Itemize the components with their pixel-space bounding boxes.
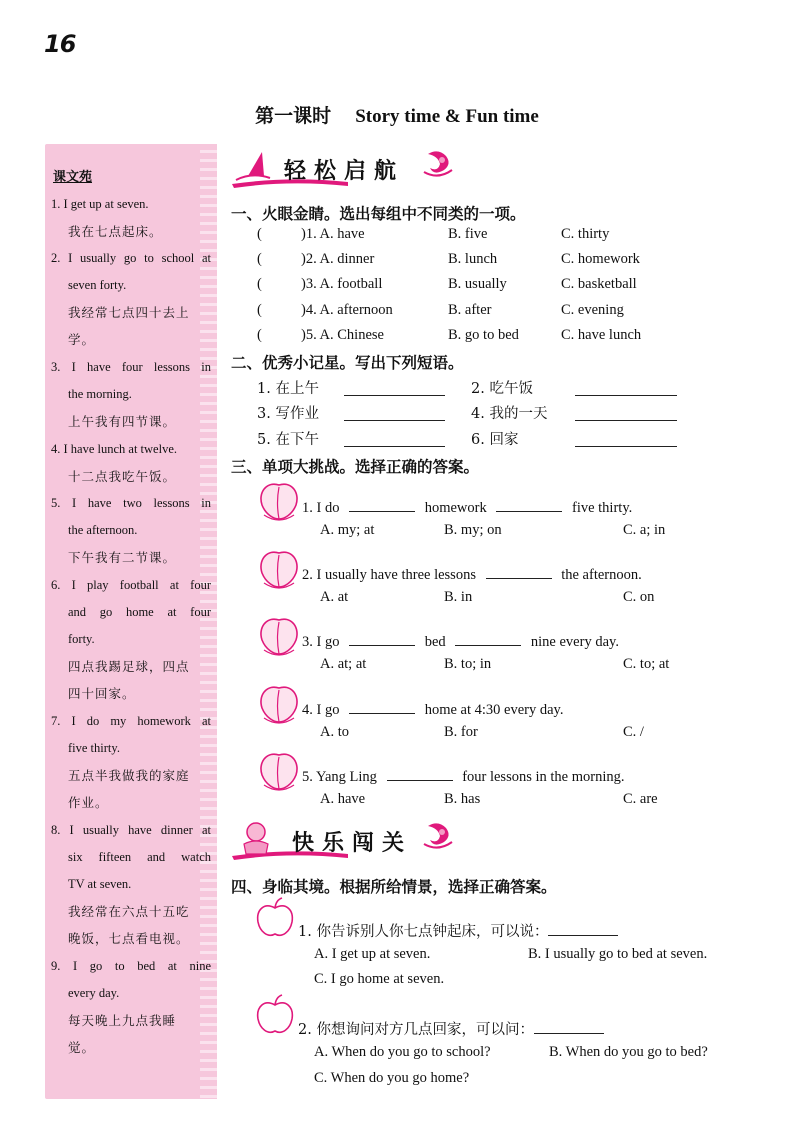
s1-paren: (	[257, 327, 262, 343]
banner-title: 轻松启航	[284, 159, 405, 184]
s1-paren: (	[257, 276, 262, 292]
s3-answer-blank[interactable]	[349, 497, 415, 512]
s3-option-c: C. to; at	[623, 656, 670, 672]
s1-paren: (	[257, 226, 262, 242]
sidebar-line: 9. I go to bed at nine	[51, 959, 211, 973]
section1-title: 一、火眼金睛。选出每组中不同类的一项。	[231, 204, 526, 223]
s4-option: B. When do you go to bed?	[549, 1044, 708, 1060]
sidebar-cn: 作业。	[68, 795, 109, 810]
s3-option-a: A. at	[320, 589, 349, 605]
s3-q2	[302, 564, 642, 584]
s3-answer-blank[interactable]	[349, 631, 415, 646]
sidebar-line: the morning.	[68, 387, 132, 401]
s3-answer-blank[interactable]	[455, 631, 521, 646]
section4-title: 四、身临其境。根据所给情景，选择正确答案。	[231, 877, 557, 896]
s4-option: A. I get up at seven.	[314, 946, 431, 962]
s4-option: B. I usually go to bed at seven.	[528, 946, 708, 962]
s3-answer-blank[interactable]	[496, 497, 562, 512]
s3-q5	[302, 766, 625, 786]
sidebar-line: 1. I get up at seven.	[51, 197, 149, 211]
s1-option-a: )4. A. afternoon	[301, 302, 393, 318]
s4-q2	[298, 1018, 604, 1039]
s1-option-a: )2. A. dinner	[301, 251, 375, 267]
sidebar-cn: 五点半我做我的家庭	[68, 768, 190, 783]
s3-q4	[302, 699, 564, 719]
s3-option-c: C. a; in	[623, 522, 666, 538]
sidebar-cn: 晚饭，七点看电视。	[68, 931, 190, 946]
s1-option-b: B. lunch	[448, 251, 498, 267]
s3-option-a: A. to	[320, 724, 349, 740]
sidebar-cn: 我经常在六点十五吃	[68, 904, 190, 919]
s1-option-b: B. five	[448, 226, 488, 242]
sidebar-line: 7. I do my homework at	[51, 714, 211, 728]
sidebar-line: and go home at four	[68, 605, 211, 619]
section2-title: 二、优秀小记星。写出下列短语。	[231, 353, 464, 372]
sidebar-line: forty.	[68, 632, 95, 646]
s2-answer-blank[interactable]	[575, 406, 677, 421]
s3-option-a: A. my; at	[320, 522, 375, 538]
s4-q1-text: 1. 你告诉别人你七点钟起床，可以说：	[298, 924, 549, 940]
banner-easy-start	[228, 146, 478, 190]
s2-item: 6. 回家	[471, 432, 519, 448]
s2-item: 5. 在下午	[257, 432, 319, 448]
sidebar-heading: 课文苑	[53, 170, 93, 185]
s1-option-c: C. homework	[561, 251, 640, 267]
peach-icon	[256, 547, 302, 591]
s2-answer-blank[interactable]	[575, 432, 677, 447]
sidebar-line: 3. I have four lessons in	[51, 360, 211, 374]
s1-option-c: C. have lunch	[561, 327, 642, 343]
peach-icon	[256, 479, 302, 523]
sidebar-line: TV at seven.	[68, 877, 132, 891]
sidebar-line: 6. I play football at four	[51, 578, 211, 592]
peach-icon	[256, 682, 302, 726]
s1-option-a: )1. A. have	[301, 226, 365, 242]
sidebar-line: 2. I usually go to school at	[51, 251, 211, 265]
sidebar-cn: 十二点我吃午饭。	[68, 469, 177, 484]
sidebar-line: 5. I have two lessons in	[51, 496, 211, 510]
s4-option: C. I go home at seven.	[314, 971, 445, 987]
s3-option-b: B. has	[444, 791, 481, 807]
s1-option-b: B. usually	[448, 276, 507, 292]
s1-option-a: )3. A. football	[301, 276, 383, 292]
apple-icon	[252, 896, 298, 940]
section3-title: 三、单项大挑战。选择正确的答案。	[231, 457, 480, 476]
s3-q2-part: the afternoon.	[561, 567, 642, 583]
s4-q1	[298, 920, 618, 941]
sidebar-line: every day.	[68, 986, 120, 1000]
s1-paren: (	[257, 302, 262, 318]
s4-answer-blank[interactable]	[534, 1019, 604, 1034]
lesson-title	[0, 101, 794, 128]
sidebar-cn: 下午我有二节课。	[68, 550, 177, 565]
s3-option-a: A. at; at	[320, 656, 367, 672]
s2-item: 2. 吃午饭	[471, 381, 533, 397]
s3-option-b: B. in	[444, 589, 473, 605]
s1-option-c: C. evening	[561, 302, 624, 318]
s3-q3-part: bed	[424, 634, 446, 650]
s3-q4-part: home at 4:30 every day.	[424, 702, 564, 718]
s2-item: 4. 我的一天	[471, 406, 548, 422]
apple-icon	[252, 993, 298, 1037]
sidebar-cn: 四十回家。	[68, 686, 136, 701]
s3-q4-part: 4. I go	[302, 702, 340, 718]
sidebar-cn: 我经常七点四十去上	[68, 305, 190, 320]
s1-option-c: C. basketball	[561, 276, 637, 292]
s3-option-c: C. are	[623, 791, 658, 807]
s2-answer-blank[interactable]	[344, 406, 445, 421]
sidebar-cn: 我在七点起床。	[68, 224, 163, 239]
s3-q1	[302, 497, 632, 517]
s4-q2-text: 2. 你想询问对方几点回家，可以问：	[298, 1022, 534, 1038]
s3-option-c: C. /	[623, 724, 644, 740]
s2-answer-blank[interactable]	[575, 381, 677, 396]
s3-q3-part: nine every day.	[530, 634, 619, 650]
s1-option-a: )5. A. Chinese	[301, 327, 384, 343]
s3-q5-part: 5. Yang Ling	[302, 769, 377, 785]
banner-happy-challenge	[228, 818, 478, 862]
sidebar-line: seven forty.	[68, 278, 127, 292]
s1-paren: (	[257, 251, 262, 267]
sidebar-cn: 学。	[68, 332, 96, 347]
lesson-name: Story time & Fun time	[355, 106, 539, 127]
sidebar-cn: 四点我踢足球，四点	[68, 659, 190, 674]
sidebar-line: the afternoon.	[68, 523, 138, 537]
s3-answer-blank[interactable]	[387, 766, 453, 781]
sidebar-cn: 上午我有四节课。	[68, 414, 177, 429]
s3-q1-part: 1. I do	[302, 500, 340, 516]
page-number: 16	[44, 30, 76, 58]
s3-option-b: B. my; on	[444, 522, 502, 538]
s1-option-b: B. after	[448, 302, 492, 318]
sidebar-line: 4. I have lunch at twelve.	[51, 442, 177, 456]
s2-answer-blank[interactable]	[344, 432, 445, 447]
s3-q1-part: homework	[424, 500, 487, 516]
peach-icon	[256, 614, 302, 658]
s3-answer-blank[interactable]	[486, 564, 552, 579]
s2-item: 3. 写作业	[257, 406, 319, 422]
peach-icon	[256, 749, 302, 793]
s3-q5-part: four lessons in the morning.	[462, 769, 625, 785]
sidebar-line: six fifteen and watch	[68, 850, 211, 864]
s2-answer-blank[interactable]	[344, 381, 445, 396]
s3-q1-part: five thirty.	[571, 500, 633, 516]
s1-option-c: C. thirty	[561, 226, 610, 242]
s4-answer-blank[interactable]	[548, 921, 618, 936]
s2-item: 1. 在上午	[257, 381, 319, 397]
s3-q3	[302, 631, 619, 651]
sidebar-cn: 每天晚上九点我睡	[68, 1013, 177, 1028]
sidebar-cn: 觉。	[68, 1040, 96, 1055]
s3-option-b: B. to; in	[444, 656, 492, 672]
sidebar-line: five thirty.	[68, 741, 120, 755]
sidebar-line: 8. I usually have dinner at	[51, 823, 211, 837]
s3-option-b: B. for	[444, 724, 478, 740]
s3-option-c: C. on	[623, 589, 655, 605]
s3-q3-part: 3. I go	[302, 634, 340, 650]
s1-option-b: B. go to bed	[448, 327, 519, 343]
banner-title: 快乐闯关	[292, 831, 413, 856]
s4-option: C. When do you go home?	[314, 1070, 470, 1086]
s3-answer-blank[interactable]	[349, 699, 415, 714]
lesson-prefix: 第一课时	[255, 105, 332, 127]
s4-option: A. When do you go to school?	[314, 1044, 491, 1060]
s3-option-a: A. have	[320, 791, 366, 807]
s3-q2-part: 2. I usually have three lessons	[302, 567, 476, 583]
